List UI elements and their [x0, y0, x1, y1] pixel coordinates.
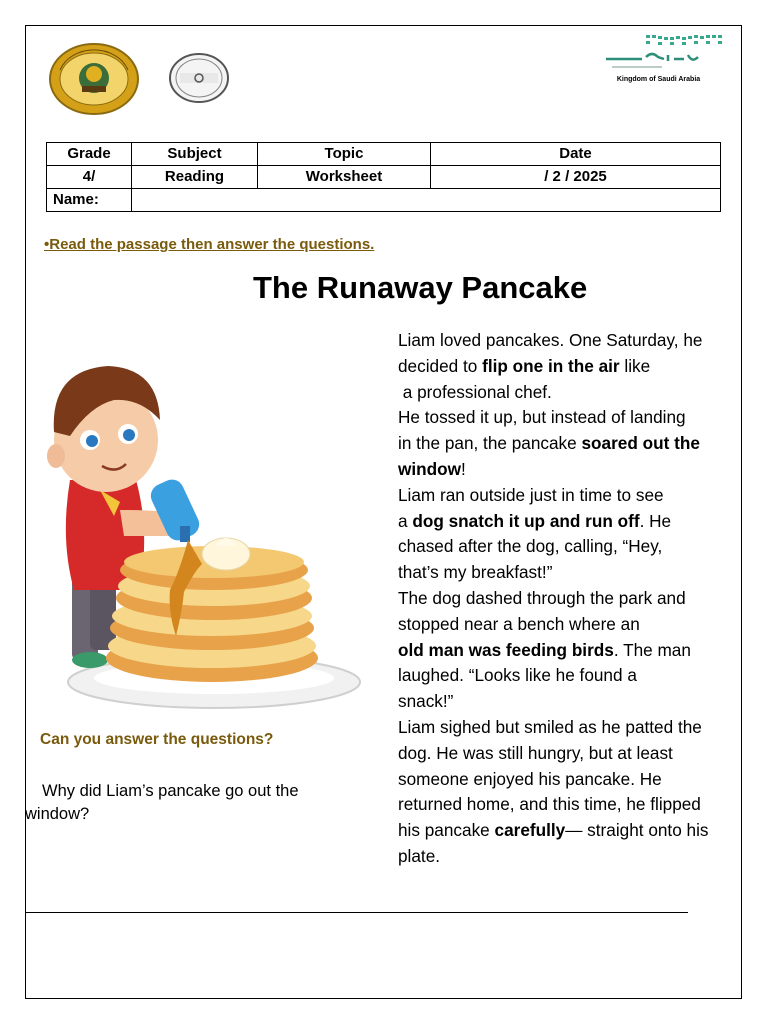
passage-line: in the pan, the pancake soared out the	[398, 433, 700, 454]
passage-line: his pancake carefully— straight onto his	[398, 820, 709, 841]
passage-line: snack!”	[398, 691, 454, 712]
passage-line: plate.	[398, 845, 441, 866]
instruction-text: •Read the passage then answer the questions.	[44, 236, 375, 253]
passage-line: old man was feeding birds. The man	[398, 639, 691, 660]
name-field[interactable]	[132, 189, 721, 212]
cognia-seal-icon	[168, 52, 230, 104]
topic-header: Topic	[258, 143, 431, 166]
passage-line: dog. He was still hungry, but at least	[398, 742, 673, 763]
passage-line: He tossed it up, but instead of landing	[398, 407, 686, 428]
passage-line: window!	[398, 458, 466, 479]
boy-pancake-illustration-icon	[30, 340, 365, 712]
passage-line: Liam sighed but smiled as he patted the	[398, 716, 702, 737]
school-logo-icon	[48, 42, 140, 116]
topic-value: Worksheet	[258, 166, 431, 189]
table-row	[47, 189, 721, 212]
date-value: / 2 / 2025	[431, 166, 721, 189]
passage-line: a dog snatch it up and run off. He	[398, 510, 672, 531]
answer-line[interactable]	[25, 912, 688, 913]
passage-line: Liam loved pancakes. One Saturday, he	[398, 330, 703, 350]
passage-title: The Runaway Pancake	[253, 270, 588, 305]
passage-line: chased after the dog, calling, “Hey,	[398, 536, 663, 557]
passage-line: Liam ran outside just in time to see	[398, 484, 664, 505]
passage-line: that’s my breakfast!”	[398, 562, 553, 583]
ministry-logo-icon	[602, 33, 728, 73]
passage-line: someone enjoyed his pancake. He	[398, 768, 662, 789]
grade-value: 4/	[47, 166, 132, 189]
passage-line: The dog dashed through the park and	[398, 587, 686, 608]
passage-line: stopped near a bench where an	[398, 613, 640, 634]
date-header: Date	[431, 143, 721, 166]
questions-heading: Can you answer the questions?	[40, 731, 274, 748]
question-1: Why did Liam’s pancake go out the window?	[25, 782, 299, 823]
grade-header: Grade	[47, 143, 132, 166]
table-row	[47, 143, 721, 166]
passage-line: laughed. “Looks like he found a	[398, 665, 637, 686]
table-row	[47, 166, 721, 189]
passage-line: decided to flip one in the air like	[398, 355, 651, 376]
subject-header: Subject	[132, 143, 258, 166]
passage-line: returned home, and this time, he flipped	[398, 794, 701, 815]
worksheet-info-table	[46, 142, 721, 212]
subject-value: Reading	[132, 166, 258, 189]
passage-line: a professional chef.	[398, 381, 552, 402]
name-label: Name:	[47, 189, 132, 212]
ministry-caption: Kingdom of Saudi Arabia	[616, 76, 701, 83]
reading-passage	[398, 328, 748, 870]
